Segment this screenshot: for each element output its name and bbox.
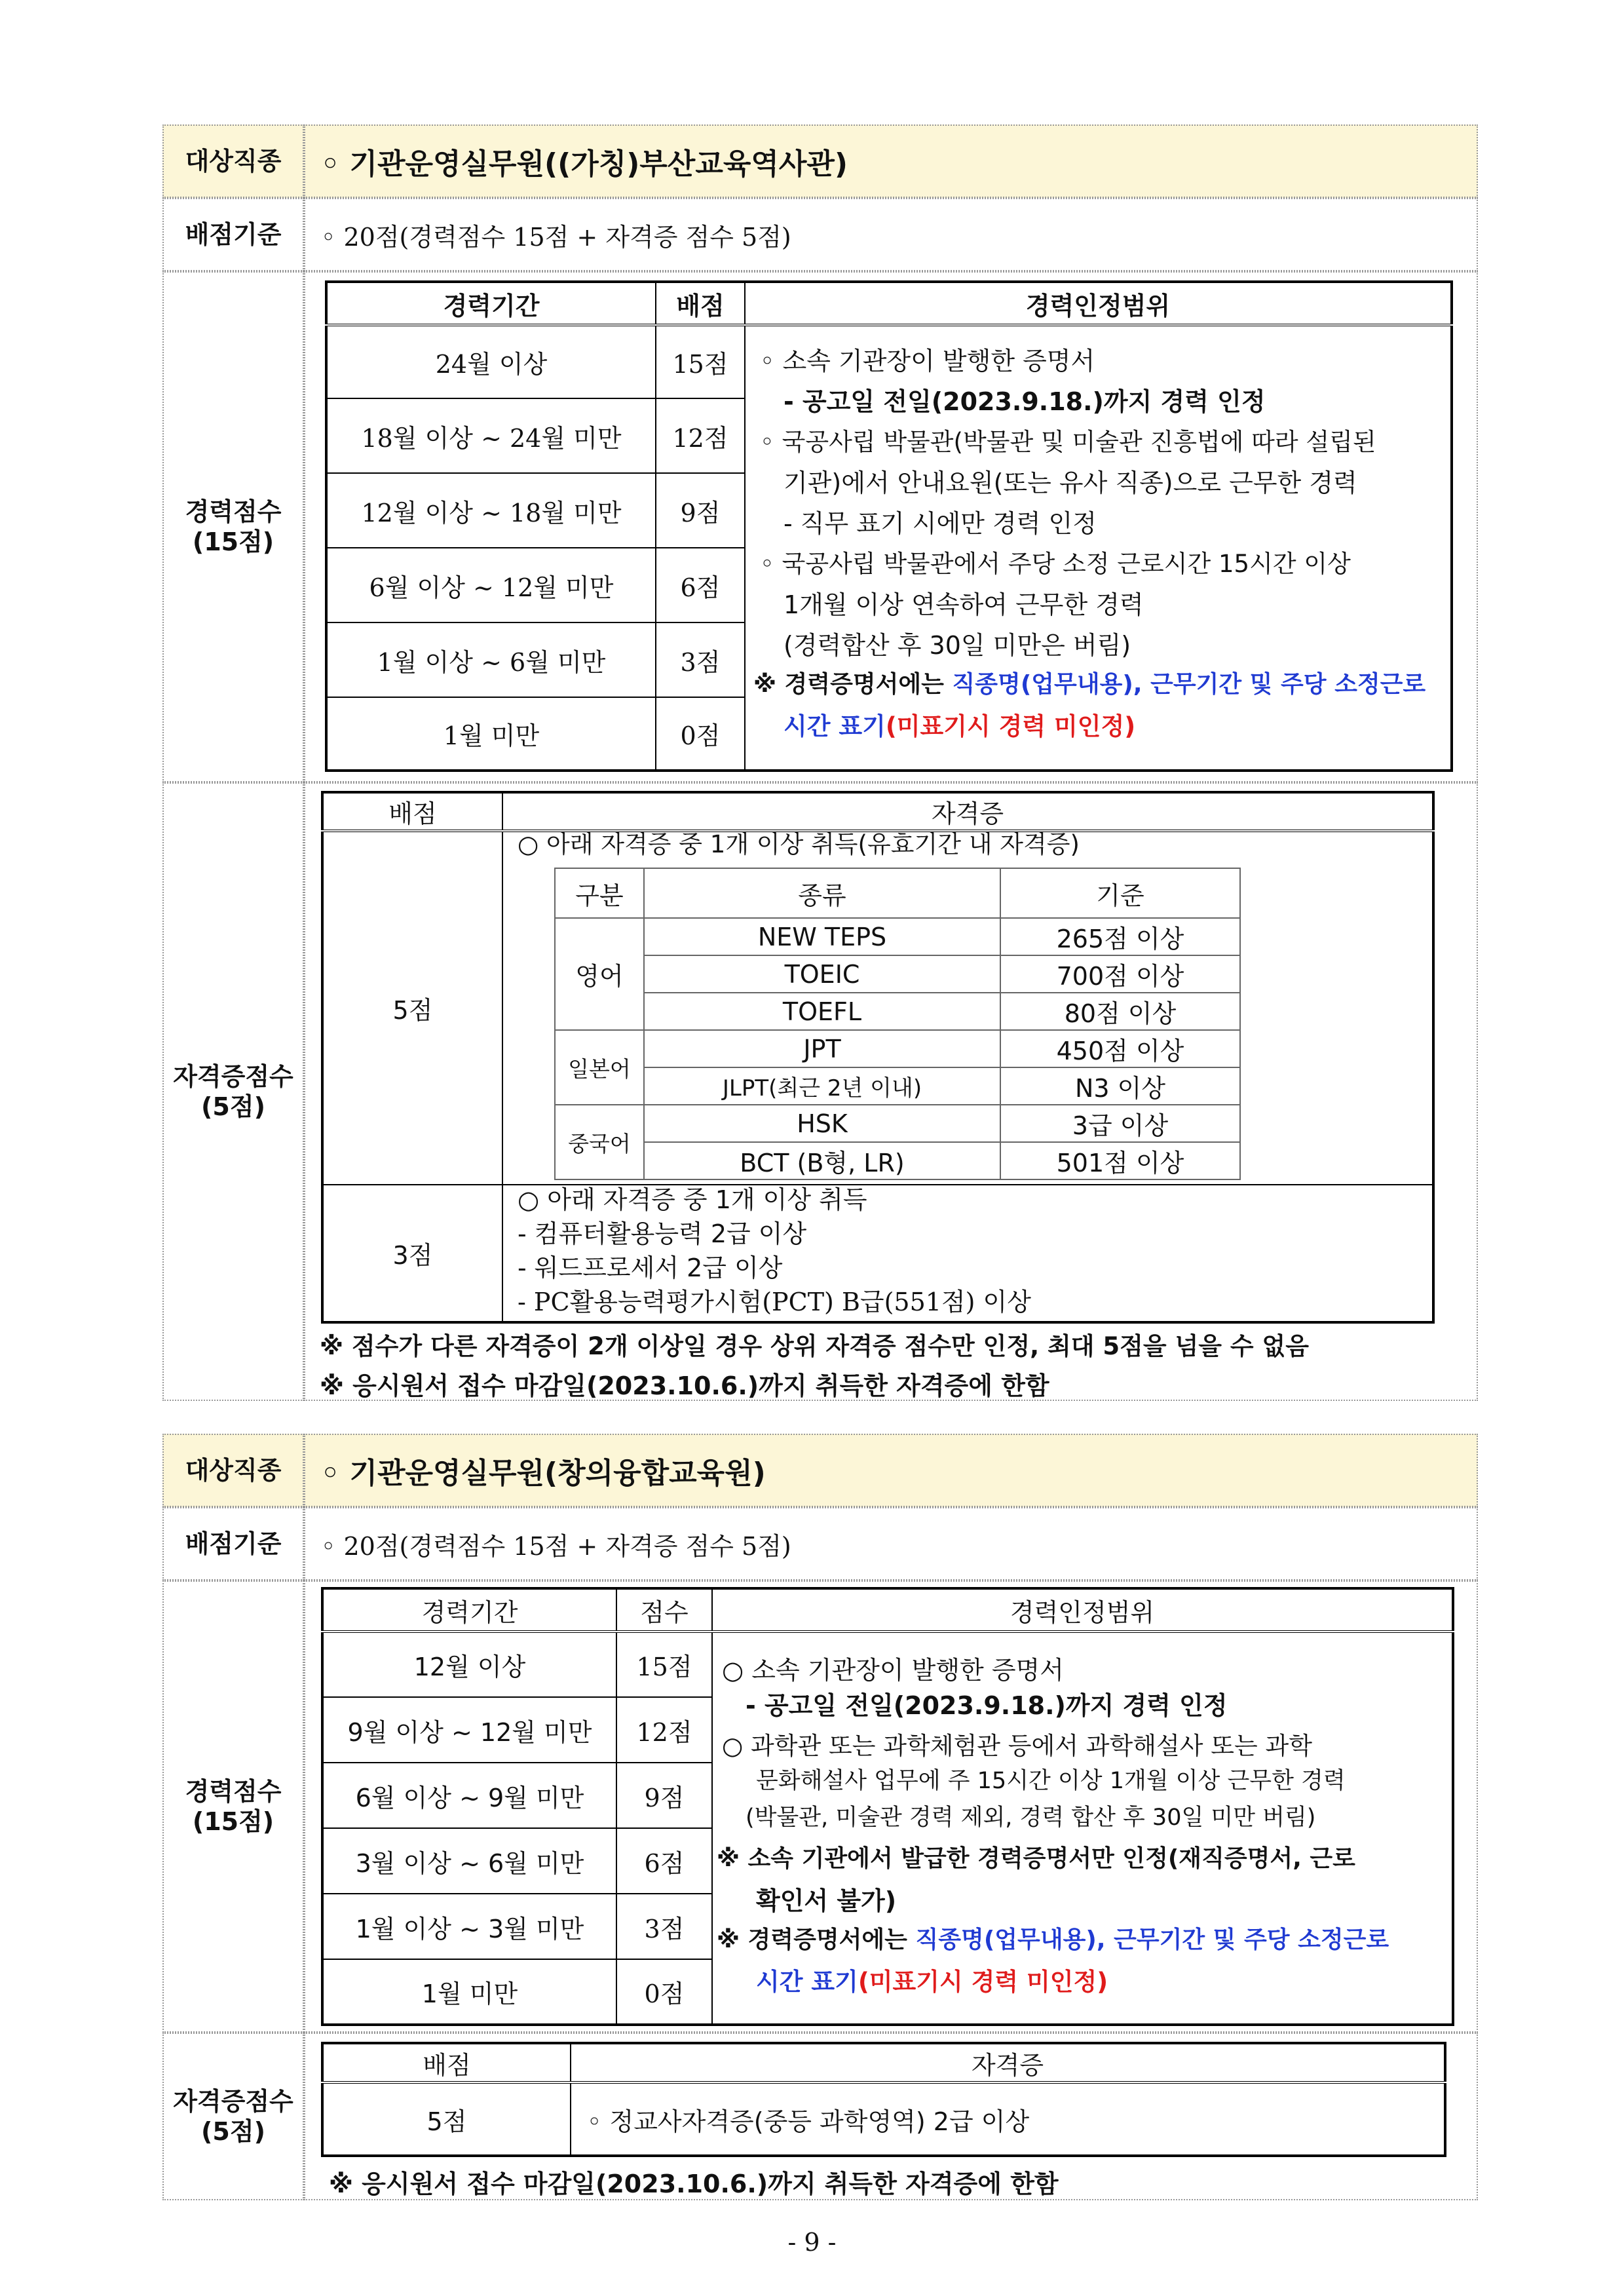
s2-score-2: 9점 bbox=[616, 1763, 712, 1828]
s2-scope-l5: (박물관, 미술관 경력 제외, 경력 합산 후 30일 미만 버림) bbox=[746, 1805, 1316, 1831]
s1-score-1: 12점 bbox=[656, 398, 745, 473]
lang-kind-0: NEW TEPS bbox=[644, 918, 1000, 955]
s1-score-0: 15점 bbox=[656, 325, 745, 398]
lang-std-1: 700점 이상 bbox=[1056, 962, 1184, 991]
s1-score-5: 0점 bbox=[656, 697, 745, 771]
s1-scope-l1: ◦ 소속 기관장이 발행한 증명서 bbox=[760, 347, 1095, 375]
s2-cert-table bbox=[321, 2042, 1446, 2157]
s1-scope-note1: ※ 경력증명서에는 직종명(업무내용), 근무기간 및 주당 소정근로 bbox=[753, 671, 1426, 698]
s1-scope-l5: - 직무 표기 시에만 경력 인정 bbox=[784, 509, 1097, 538]
lang-std-3: 450점 이상 bbox=[1056, 1037, 1184, 1065]
s2-scope-l6: ※ 소속 기관에서 발급한 경력증명서만 인정(재직증명서, 근로 bbox=[717, 1845, 1355, 1872]
s2-criteria-value: ◦ 20점(경력점수 15점 + 자격증 점수 5점) bbox=[304, 1507, 1478, 1580]
th-score: 배점 bbox=[656, 282, 745, 325]
s2-score-3: 6점 bbox=[616, 1828, 712, 1894]
s1-scope-l6: ◦ 국공사립 박물관에서 주당 소정 근로시간 15시간 이상 bbox=[760, 550, 1351, 578]
s2-period-1: 9월 이상 ~ 12월 미만 bbox=[322, 1697, 616, 1763]
lang-std-6: 501점 이상 bbox=[1056, 1149, 1184, 1177]
s1-scope-l4: 기관)에서 안내요원(또는 유사 직종)으로 근무한 경력 bbox=[784, 469, 1357, 497]
s1-period-2: 12월 이상 ~ 18월 미만 bbox=[326, 473, 656, 548]
s1-scope-l7: 1개월 이상 연속하여 근무한 경력 bbox=[784, 590, 1144, 619]
s1-cert-label: 자격증점수 (5점) bbox=[162, 782, 304, 1401]
s1-period-0: 24월 이상 bbox=[326, 325, 656, 398]
lang-kind-1: TOEIC bbox=[644, 955, 1000, 993]
s1-criteria-label: 배점기준 bbox=[162, 198, 304, 271]
lang-chinese: 중국어 bbox=[555, 1105, 644, 1179]
lang-std-2: 80점 이상 bbox=[1064, 999, 1177, 1028]
s1-cert-item3-0: - 컴퓨터활용능력 2급 이상 bbox=[518, 1219, 807, 1248]
s2-scope-l7: 확인서 불가) bbox=[756, 1886, 897, 1915]
lang-std-4: N3 이상 bbox=[1074, 1074, 1166, 1103]
s1-cert-item3-2: - PC활용능력평가시험(PCT) B급(551점) 이상 bbox=[518, 1288, 1031, 1316]
s2-period-0: 12월 이상 bbox=[322, 1632, 616, 1697]
s2-score-4: 3점 bbox=[616, 1894, 712, 1959]
s1-scope-l8: (경력합산 후 30일 미만은 버림) bbox=[784, 631, 1131, 660]
lang-japanese: 일본어 bbox=[555, 1030, 644, 1105]
s2-scope-note2: 시간 표기(미표기시 경력 미인정) bbox=[756, 1968, 1108, 1996]
s1-target-value: ◦ 기관운영실무원((가칭)부산교육역사관) bbox=[304, 124, 1478, 198]
s2-period-3: 3월 이상 ~ 6월 미만 bbox=[322, 1828, 616, 1894]
lang-kind-4: JLPT(최근 2년 이내) bbox=[644, 1067, 1000, 1105]
s2-cert-score: 5점 bbox=[322, 2082, 571, 2156]
s1-period-3: 6월 이상 ~ 12월 미만 bbox=[326, 548, 656, 622]
s1-cert-th-cert: 자격증 bbox=[931, 799, 1004, 828]
s2-scope-l4: 문화해설사 업무에 주 15시간 이상 1개월 이상 근무한 경력 bbox=[756, 1768, 1346, 1794]
s1-target-label: 대상직종 bbox=[162, 124, 304, 198]
page-number: - 9 - bbox=[787, 2228, 837, 2257]
s2-scope-l1: ○ 소속 기관장이 발행한 증명서 bbox=[722, 1656, 1064, 1685]
s2-period-2: 6월 이상 ~ 9월 미만 bbox=[322, 1763, 616, 1828]
s2-period-5: 1월 미만 bbox=[322, 1959, 616, 2025]
s1-period-4: 1월 이상 ~ 6월 미만 bbox=[326, 622, 656, 697]
s2-scope-note1: ※ 경력증명서에는 직종명(업무내용), 근무기간 및 주당 소정근로 bbox=[717, 1926, 1389, 1953]
s1-criteria-value: ◦ 20점(경력점수 15점 + 자격증 점수 5점) bbox=[304, 198, 1478, 271]
s2-target-label: 대상직종 bbox=[162, 1434, 304, 1507]
s2-scope-l3: ○ 과학관 또는 과학체험관 등에서 과학해설사 또는 과학 bbox=[722, 1732, 1312, 1760]
s1-cert-score5: 5점 bbox=[322, 831, 502, 1185]
lang-std-0: 265점 이상 bbox=[1056, 925, 1184, 953]
lang-english: 영어 bbox=[555, 918, 644, 1030]
s2-cert-th-cert: 자격증 bbox=[971, 2050, 1044, 2080]
lang-kind-6: BCT (B형, LR) bbox=[644, 1142, 1000, 1179]
s1-career-label: 경력점수 (15점) bbox=[162, 271, 304, 782]
lang-th-kind: 종류 bbox=[644, 868, 1000, 918]
s2-scope-l2: - 공고일 전일(2023.9.18.)까지 경력 인정 bbox=[746, 1691, 1228, 1720]
s1-scope-l2: - 공고일 전일(2023.9.18.)까지 경력 인정 bbox=[784, 387, 1266, 416]
s2-cert-label: 자격증점수 (5점) bbox=[162, 2033, 304, 2200]
s2-target-value: ◦ 기관운영실무원(창의융합교육원) bbox=[304, 1434, 1478, 1507]
s1-cert-intro5: ○ 아래 자격증 중 1개 이상 취득(유효기간 내 자격증) bbox=[518, 830, 1080, 858]
th-scope: 경력인정범위 bbox=[1025, 291, 1171, 320]
lang-th-standard: 기준 bbox=[1096, 881, 1144, 910]
s1-cert-score3: 3점 bbox=[322, 1185, 502, 1322]
s2-note: ※ 응시원서 접수 마감일(2023.10.6.)까지 취득한 자격증에 한함 bbox=[329, 2170, 1059, 2198]
s1-note2: ※ 응시원서 접수 마감일(2023.10.6.)까지 취득한 자격증에 한함 bbox=[320, 1371, 1049, 1400]
s2-th-score: 점수 bbox=[616, 1588, 712, 1632]
s2-cert-item: ◦ 정교사자격증(중등 과학영역) 2급 이상 bbox=[587, 2107, 1030, 2136]
s2-period-4: 1월 이상 ~ 3월 미만 bbox=[322, 1894, 616, 1959]
s1-cert-intro3: ○ 아래 자격증 중 1개 이상 취득 bbox=[518, 1185, 867, 1214]
lang-kind-3: JPT bbox=[644, 1030, 1000, 1067]
lang-kind-2: TOEFL bbox=[644, 993, 1000, 1030]
s1-cert-th-score: 배점 bbox=[322, 792, 502, 831]
s1-score-4: 3점 bbox=[656, 622, 745, 697]
s1-period-5: 1월 미만 bbox=[326, 697, 656, 771]
s2-score-5: 0점 bbox=[616, 1959, 712, 2025]
s1-note1: ※ 점수가 다른 자격증이 2개 이상일 경우 상위 자격증 점수만 인정, 최대 5점을 넘을 수 없음 bbox=[320, 1332, 1309, 1360]
s1-scope-note2: 시간 표기(미표기시 경력 미인정) bbox=[784, 712, 1136, 740]
s2-score-0: 15점 bbox=[616, 1632, 712, 1697]
s1-cert-item3-1: - 워드프로세서 2급 이상 bbox=[518, 1253, 783, 1282]
s1-scope-l3: ◦ 국공사립 박물관(박물관 및 미술관 진흥법에 따라 설립된 bbox=[760, 428, 1376, 456]
s2-criteria-label: 배점기준 bbox=[162, 1507, 304, 1580]
lang-th-type: 구분 bbox=[555, 868, 644, 918]
lang-std-5: 3급 이상 bbox=[1072, 1111, 1169, 1140]
s2-cert-th-score: 배점 bbox=[322, 2043, 571, 2082]
s1-score-3: 6점 bbox=[656, 548, 745, 622]
s1-period-1: 18월 이상 ~ 24월 미만 bbox=[326, 398, 656, 473]
lang-kind-5: HSK bbox=[644, 1105, 1000, 1142]
s2-th-scope: 경력인정범위 bbox=[1010, 1598, 1155, 1627]
s2-career-label: 경력점수 (15점) bbox=[162, 1580, 304, 2033]
s1-language-table bbox=[554, 868, 1241, 1180]
th-period: 경력기간 bbox=[326, 282, 656, 325]
s1-score-2: 9점 bbox=[656, 473, 745, 548]
s2-th-period: 경력기간 bbox=[322, 1588, 616, 1632]
s2-score-1: 12점 bbox=[616, 1697, 712, 1763]
